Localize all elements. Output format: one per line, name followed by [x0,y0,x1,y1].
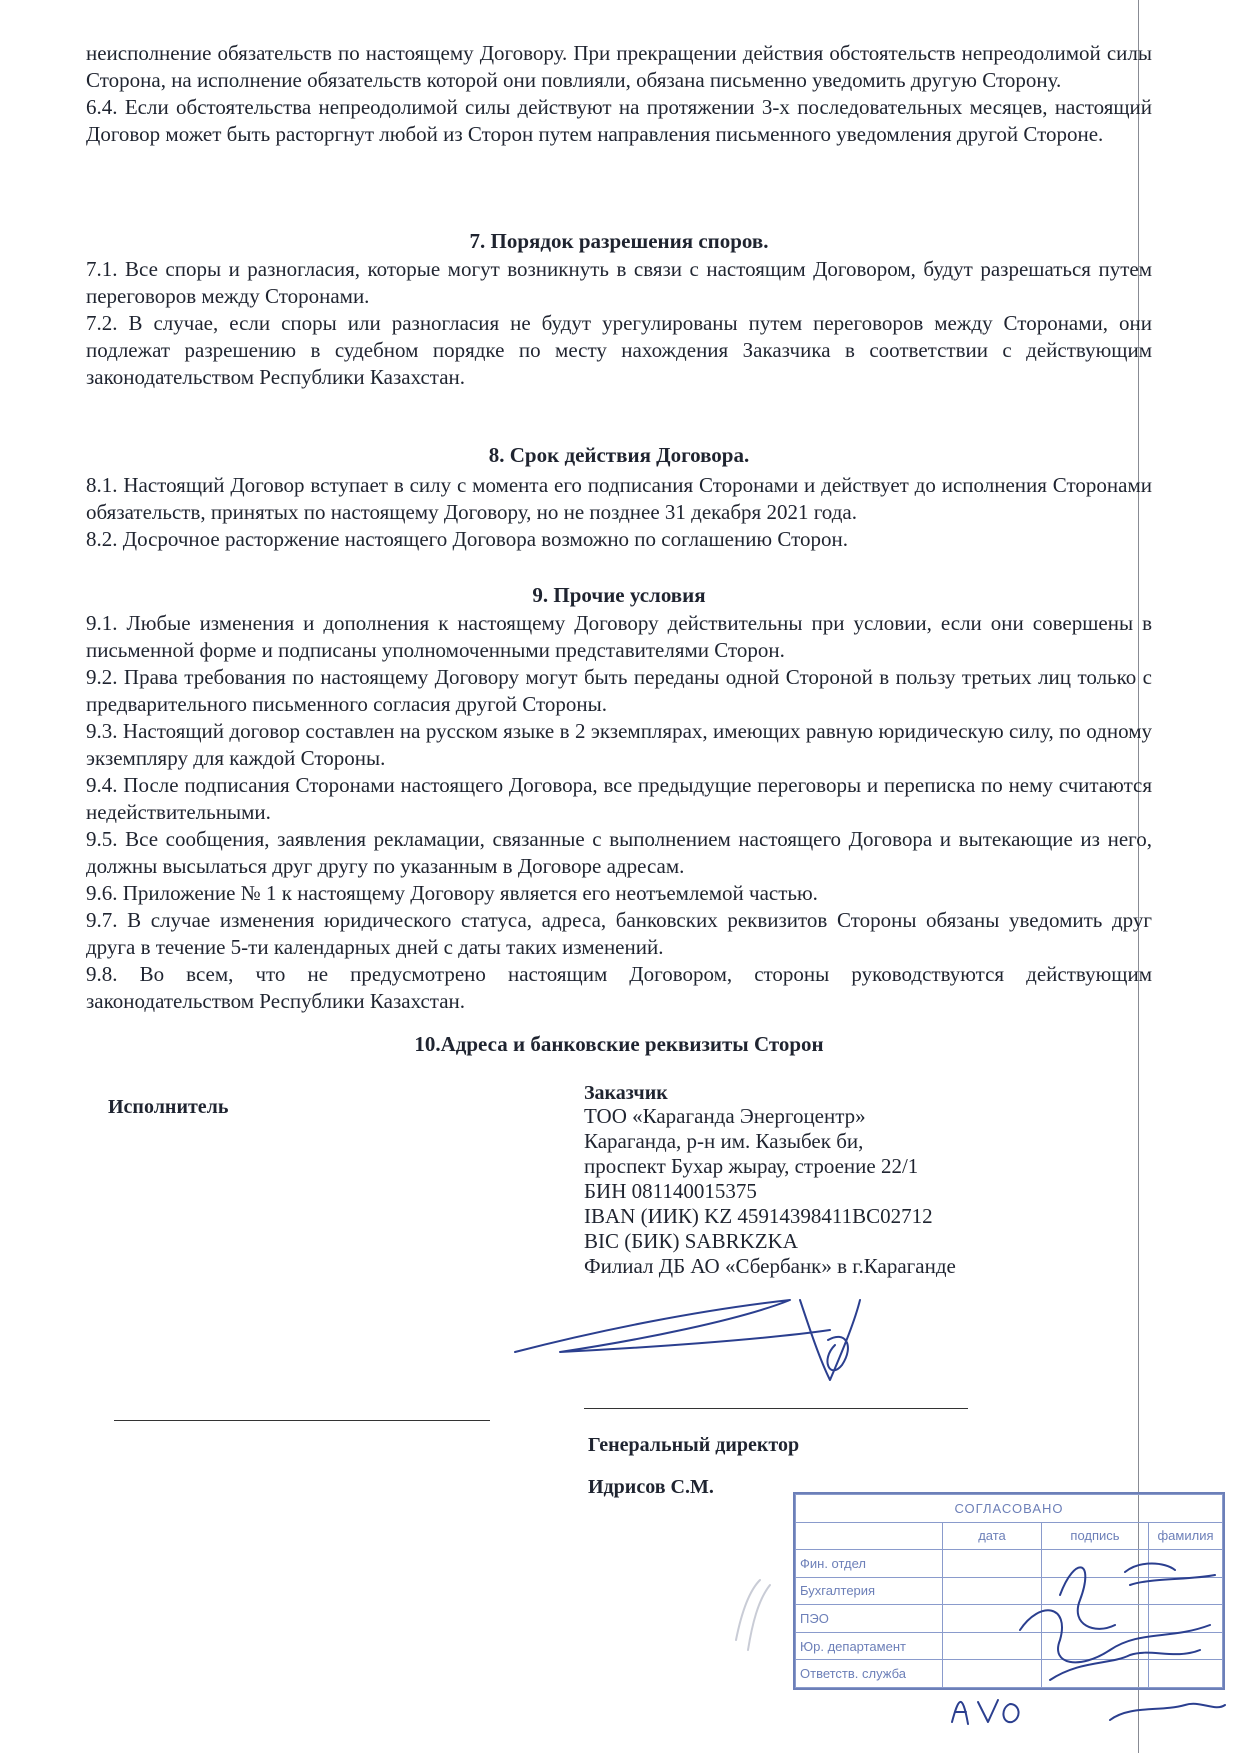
requisite-line: Филиал ДБ АО «Сбербанк» в г.Караганде [584,1254,956,1278]
customer-signature-line [584,1408,968,1409]
customer-signatory: Идрисов С.М. [588,1476,714,1498]
section10-title: 10.Адреса и банковские реквизиты Сторон [414,1032,824,1056]
stamp-row-label: Ответств. служба [796,1660,943,1688]
requisite-line: проспект Бухар жырау, строение 22/1 [584,1154,919,1178]
stamp-row-label: Бухгалтерия [796,1577,943,1605]
stamp-initials [952,1700,1019,1724]
requisite-line: Караганда, р-н им. Казыбек би, [584,1129,864,1153]
paragraph: 9.8. Во всем, что не предусмотрено настоящим Договором, стороны руководствуются действующим законодательством Республики Казахстан. [86,962,1152,1013]
section6-continuation [86,40,1152,148]
stamp-row-label: ПЭО [796,1605,943,1633]
stamp-title: СОГЛАСОВАНО [796,1495,1223,1523]
approval-stamp [793,1492,1225,1690]
executor-signature-line [114,1420,490,1421]
paragraph: 9.1. Любые изменения и дополнения к настоящему Договору действительны при условии, если они совершены в письменной форме и подписаны уполномоченными представителями Сторон. [86,611,1152,662]
requisite-line: БИН 081140015375 [584,1179,757,1203]
paragraph: 8.2. Досрочное расторжение настоящего Договора возможно по соглашению Сторон. [86,527,848,551]
stamp-row-label: Юр. департамент [796,1632,943,1660]
section9-body [86,610,1152,1015]
customer-requisites [584,1104,956,1279]
section8-body [86,472,1152,553]
paragraph: 7.2. В случае, если споры или разногласия не будут урегулированы путем переговоров между Сторонами, они подлежат разрешению в судебном порядке по месту нахождения Заказчика в соответствии с действующим законодательством Республики Казахстан. [86,311,1152,389]
stamp-header [796,1522,943,1550]
paragraph: неисполнение обязательств по настоящему Договору. При прекращении действия обстоятельств непреодолимой силы Сторона, на исполнение обязательств которой они повлияли, обязана письменно уведомить другую Сторону. [86,41,1152,92]
stamp-header: фамилия [1149,1522,1223,1550]
paragraph: 9.5. Все сообщения, заявления рекламации, связанные с выполнением настоящего Договора и вытекающие из него, должны высылаться друг другу по указанным в Договоре адресам. [86,827,1152,878]
stamp-row-label: Фин. отдел [796,1550,943,1578]
paragraph: 9.4. После подписания Сторонами настоящего Договора, все предыдущие переговоры и переписка по нему считаются недействительными. [86,773,1152,824]
paragraph: 9.6. Приложение № 1 к настоящему Договору является его неотъемлемой частью. [86,881,818,905]
paragraph: 9.3. Настоящий договор составлен на русском языке в 2 экземплярах, имеющих равную юридическую силу, по одному экземпляру для каждой Стороны. [86,719,1152,770]
director-signature [515,1300,860,1380]
paragraph: 9.7. В случае изменения юридического статуса, адреса, банковских реквизитов Стороны обязаны уведомить друг друга в течение 5-ти календарных дней с даты таких изменений. [86,908,1152,959]
paragraph: 7.1. Все споры и разногласия, которые могут возникнуть в связи с настоящим Договором, будут разрешаться путем переговоров между Сторонами. [86,257,1152,308]
executor-label: Исполнитель [108,1096,229,1118]
paragraph: 8.1. Настоящий Договор вступает в силу с момента его подписания Сторонами и действует до исполнения Сторонами обязательств, принятых по настоящему Договору, но не позднее 31 декабря 2021 года. [86,473,1152,524]
stamp-header: дата [943,1522,1042,1550]
section7-body [86,256,1152,391]
section7-title: 7. Порядок разрешения споров. [469,229,769,253]
section8-title: 8. Срок действия Договора. [488,443,750,467]
customer-label: Заказчик [584,1082,668,1104]
section9-title: 9. Прочие условия [532,583,706,607]
customer-role: Генеральный директор [588,1434,800,1456]
requisite-line: ТОО «Караганда Энергоцентр» [584,1104,866,1128]
stamp-signature-4 [1110,1704,1225,1720]
requisite-line: IBAN (ИИК) KZ 45914398411BC02712 [584,1204,933,1228]
stamp-header: подпись [1042,1522,1149,1550]
faint-mark [736,1580,770,1650]
requisite-line: BIC (БИК) SABRKZKA [584,1229,798,1253]
paragraph: 6.4. Если обстоятельства непреодолимой силы действуют на протяжении 3-х последовательных месяцев, настоящий Договор может быть расторгнут любой из Сторон путем направления письменного уведомления другой Стороне. [86,95,1152,146]
paragraph: 9.2. Права требования по настоящему Договору могут быть переданы одной Стороной в пользу третьих лиц только с предварительного письменного согласия другой Стороны. [86,665,1152,716]
